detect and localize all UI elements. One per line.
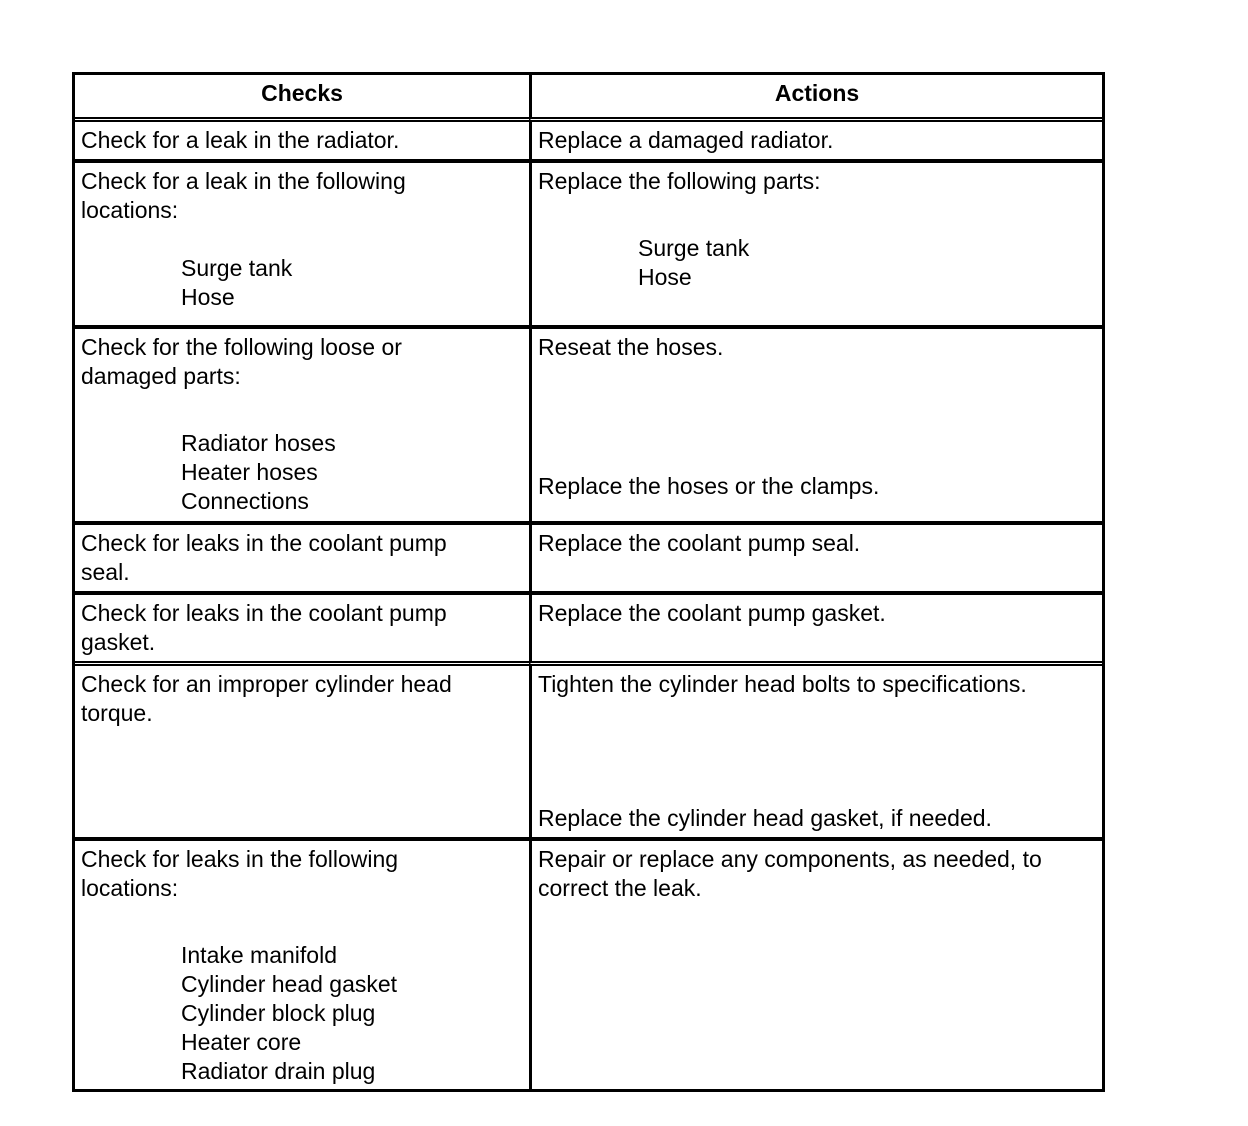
check-item: Cylinder head gasket <box>181 971 398 997</box>
action-cell <box>529 591 1102 661</box>
action-text-secondary: Replace the cylinder head gasket, if needed. <box>538 805 992 831</box>
action-item: Surge tank <box>638 235 750 261</box>
action-cell <box>529 521 1102 591</box>
check-item: Hose <box>181 284 235 310</box>
action-cell <box>529 661 1102 837</box>
check-item: Surge tank <box>181 255 293 281</box>
check-text: Check for an improper cylinder head <box>81 671 452 697</box>
check-item: Radiator hoses <box>181 430 336 456</box>
check-text: torque. <box>81 700 153 726</box>
check-text: Check for leaks in the following <box>81 846 399 872</box>
check-cell <box>75 159 529 325</box>
check-item: Cylinder block plug <box>181 1000 376 1026</box>
check-cell <box>75 117 529 159</box>
header-row <box>75 75 1102 117</box>
table-row <box>75 591 1102 661</box>
action-text: Repair or replace any components, as needed, to <box>538 846 1042 872</box>
table-row <box>75 837 1102 1089</box>
check-text: locations: <box>81 875 179 901</box>
check-text: Check for leaks in the coolant pump <box>81 600 447 626</box>
check-cell <box>75 591 529 661</box>
action-text: Tighten the cylinder head bolts to specifications. <box>538 671 1027 697</box>
check-cell <box>75 661 529 837</box>
check-cell <box>75 837 529 1089</box>
action-text: Replace the coolant pump gasket. <box>538 600 886 626</box>
check-item: Heater hoses <box>181 459 318 485</box>
action-text: Reseat the hoses. <box>538 334 724 360</box>
check-text: seal. <box>81 559 130 585</box>
check-item: Connections <box>181 488 309 514</box>
action-text: correct the leak. <box>538 875 702 901</box>
check-text: Check for leaks in the coolant pump <box>81 530 447 556</box>
table-row <box>75 159 1102 325</box>
action-cell <box>529 159 1102 325</box>
check-item: Intake manifold <box>181 942 337 968</box>
action-text: Replace the following parts: <box>538 168 821 194</box>
table-row <box>75 325 1102 521</box>
action-text-secondary: Replace the hoses or the clamps. <box>538 473 880 499</box>
check-text: Check for a leak in the following <box>81 168 406 194</box>
check-cell <box>75 521 529 591</box>
check-text: damaged parts: <box>81 363 241 389</box>
check-item: Heater core <box>181 1029 302 1055</box>
check-text: Check for a leak in the radiator. <box>81 127 400 153</box>
action-text: Replace a damaged radiator. <box>538 127 834 153</box>
table-row <box>75 661 1102 837</box>
header-actions: Actions <box>529 75 1102 117</box>
check-text: gasket. <box>81 629 156 655</box>
check-text: locations: <box>81 197 179 223</box>
check-item: Radiator drain plug <box>181 1058 376 1084</box>
check-text: Check for the following loose or <box>81 334 402 360</box>
action-text: Replace the coolant pump seal. <box>538 530 861 556</box>
check-cell <box>75 325 529 521</box>
header-checks: Checks <box>261 80 343 106</box>
action-cell <box>529 325 1102 521</box>
action-cell <box>529 837 1102 1089</box>
action-item: Hose <box>638 264 692 290</box>
table-row <box>75 521 1102 591</box>
action-cell <box>529 117 1102 159</box>
checks-actions-table <box>72 72 1105 1092</box>
table-row <box>75 117 1102 159</box>
